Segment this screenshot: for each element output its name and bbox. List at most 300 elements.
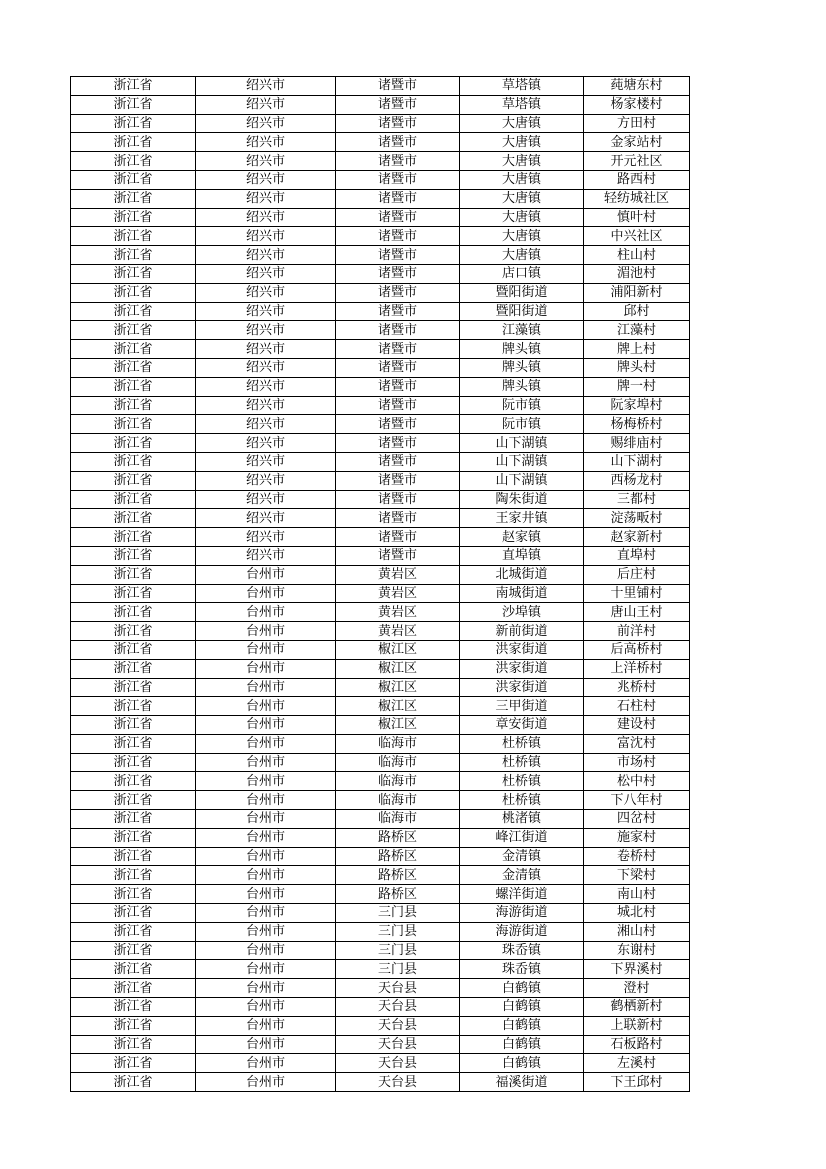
county-cell: 诸暨市 — [336, 340, 460, 359]
province-cell: 浙江省 — [71, 189, 196, 208]
city-cell: 绍兴市 — [196, 471, 336, 490]
province-cell: 浙江省 — [71, 866, 196, 885]
province-cell: 浙江省 — [71, 546, 196, 565]
city-cell: 台州市 — [196, 885, 336, 904]
province-cell: 浙江省 — [71, 847, 196, 866]
province-cell: 浙江省 — [71, 264, 196, 283]
town-cell: 大唐镇 — [460, 246, 584, 265]
city-cell: 绍兴市 — [196, 283, 336, 302]
table-row — [71, 302, 690, 321]
village-cell: 轻纺城社区 — [584, 189, 690, 208]
table-row — [71, 452, 690, 471]
province-cell: 浙江省 — [71, 828, 196, 847]
town-cell: 新前街道 — [460, 622, 584, 641]
province-cell: 浙江省 — [71, 678, 196, 697]
province-cell: 浙江省 — [71, 753, 196, 772]
city-cell: 台州市 — [196, 904, 336, 923]
province-cell: 浙江省 — [71, 321, 196, 340]
table-row — [71, 246, 690, 265]
county-cell: 天台县 — [336, 1073, 460, 1092]
town-cell: 南城街道 — [460, 584, 584, 603]
town-cell: 洪家街道 — [460, 659, 584, 678]
village-cell: 开元社区 — [584, 152, 690, 171]
town-cell: 白鹤镇 — [460, 998, 584, 1017]
province-cell: 浙江省 — [71, 95, 196, 114]
village-cell: 下八年村 — [584, 791, 690, 810]
county-cell: 天台县 — [336, 1054, 460, 1073]
town-cell: 海游街道 — [460, 904, 584, 923]
town-cell: 白鹤镇 — [460, 1054, 584, 1073]
city-cell: 台州市 — [196, 847, 336, 866]
town-cell: 金清镇 — [460, 866, 584, 885]
village-cell: 柱山村 — [584, 246, 690, 265]
city-cell: 台州市 — [196, 753, 336, 772]
table-row — [71, 264, 690, 283]
county-cell: 椒江区 — [336, 716, 460, 735]
county-cell: 黄岩区 — [336, 565, 460, 584]
village-cell: 邱村 — [584, 302, 690, 321]
province-cell: 浙江省 — [71, 1073, 196, 1092]
province-cell: 浙江省 — [71, 922, 196, 941]
county-cell: 诸暨市 — [336, 189, 460, 208]
province-cell: 浙江省 — [71, 77, 196, 96]
table-row — [71, 904, 690, 923]
city-cell: 台州市 — [196, 791, 336, 810]
province-cell: 浙江省 — [71, 208, 196, 227]
table-row — [71, 659, 690, 678]
town-cell: 北城街道 — [460, 565, 584, 584]
village-cell: 路西村 — [584, 170, 690, 189]
province-cell: 浙江省 — [71, 716, 196, 735]
town-cell: 大唐镇 — [460, 114, 584, 133]
county-cell: 路桥区 — [336, 828, 460, 847]
village-cell: 湄池村 — [584, 264, 690, 283]
village-cell: 东谢村 — [584, 941, 690, 960]
county-cell: 临海市 — [336, 772, 460, 791]
province-cell: 浙江省 — [71, 152, 196, 171]
town-cell: 牌头镇 — [460, 340, 584, 359]
village-cell: 南山村 — [584, 885, 690, 904]
table-row — [71, 1073, 690, 1092]
town-cell: 直埠镇 — [460, 546, 584, 565]
city-cell: 绍兴市 — [196, 302, 336, 321]
town-cell: 山下湖镇 — [460, 471, 584, 490]
town-cell: 峰江街道 — [460, 828, 584, 847]
county-cell: 诸暨市 — [336, 471, 460, 490]
city-cell: 绍兴市 — [196, 358, 336, 377]
address-table-body — [71, 77, 690, 1092]
city-cell: 绍兴市 — [196, 264, 336, 283]
village-cell: 三都村 — [584, 490, 690, 509]
town-cell: 江藻镇 — [460, 321, 584, 340]
city-cell: 绍兴市 — [196, 114, 336, 133]
village-cell: 赐绯庙村 — [584, 434, 690, 453]
table-row — [71, 509, 690, 528]
table-row — [71, 979, 690, 998]
city-cell: 绍兴市 — [196, 227, 336, 246]
town-cell: 山下湖镇 — [460, 452, 584, 471]
town-cell: 杜桥镇 — [460, 734, 584, 753]
province-cell: 浙江省 — [71, 734, 196, 753]
county-cell: 椒江区 — [336, 697, 460, 716]
county-cell: 诸暨市 — [336, 302, 460, 321]
city-cell: 台州市 — [196, 734, 336, 753]
province-cell: 浙江省 — [71, 810, 196, 829]
province-cell: 浙江省 — [71, 283, 196, 302]
province-cell: 浙江省 — [71, 1016, 196, 1035]
city-cell: 台州市 — [196, 922, 336, 941]
city-cell: 绍兴市 — [196, 434, 336, 453]
province-cell: 浙江省 — [71, 979, 196, 998]
table-row — [71, 1035, 690, 1054]
county-cell: 诸暨市 — [336, 283, 460, 302]
table-row — [71, 546, 690, 565]
county-cell: 临海市 — [336, 753, 460, 772]
table-row — [71, 95, 690, 114]
town-cell: 暨阳街道 — [460, 302, 584, 321]
province-cell: 浙江省 — [71, 772, 196, 791]
province-cell: 浙江省 — [71, 452, 196, 471]
table-row — [71, 189, 690, 208]
table-row — [71, 170, 690, 189]
province-cell: 浙江省 — [71, 246, 196, 265]
county-cell: 诸暨市 — [336, 358, 460, 377]
province-cell: 浙江省 — [71, 509, 196, 528]
city-cell: 绍兴市 — [196, 509, 336, 528]
county-cell: 诸暨市 — [336, 415, 460, 434]
village-cell: 牌头村 — [584, 358, 690, 377]
table-row — [71, 791, 690, 810]
city-cell: 台州市 — [196, 584, 336, 603]
county-cell: 诸暨市 — [336, 77, 460, 96]
province-cell: 浙江省 — [71, 885, 196, 904]
county-cell: 诸暨市 — [336, 152, 460, 171]
table-row — [71, 716, 690, 735]
table-row — [71, 490, 690, 509]
town-cell: 大唐镇 — [460, 189, 584, 208]
county-cell: 黄岩区 — [336, 603, 460, 622]
county-cell: 天台县 — [336, 1035, 460, 1054]
village-cell: 左溪村 — [584, 1054, 690, 1073]
city-cell: 台州市 — [196, 716, 336, 735]
town-cell: 洪家街道 — [460, 678, 584, 697]
county-cell: 诸暨市 — [336, 321, 460, 340]
village-cell: 鹤栖新村 — [584, 998, 690, 1017]
village-cell: 直埠村 — [584, 546, 690, 565]
province-cell: 浙江省 — [71, 603, 196, 622]
town-cell: 陶朱街道 — [460, 490, 584, 509]
city-cell: 绍兴市 — [196, 415, 336, 434]
town-cell: 杜桥镇 — [460, 772, 584, 791]
city-cell: 台州市 — [196, 697, 336, 716]
province-cell: 浙江省 — [71, 659, 196, 678]
town-cell: 珠岙镇 — [460, 960, 584, 979]
province-cell: 浙江省 — [71, 584, 196, 603]
county-cell: 三门县 — [336, 922, 460, 941]
table-row — [71, 922, 690, 941]
table-row — [71, 734, 690, 753]
town-cell: 金清镇 — [460, 847, 584, 866]
village-cell: 下梁村 — [584, 866, 690, 885]
county-cell: 临海市 — [336, 734, 460, 753]
province-cell: 浙江省 — [71, 302, 196, 321]
town-cell: 杜桥镇 — [460, 753, 584, 772]
village-cell: 牌上村 — [584, 340, 690, 359]
table-row — [71, 941, 690, 960]
village-cell: 后高桥村 — [584, 640, 690, 659]
village-cell: 西杨龙村 — [584, 471, 690, 490]
table-row — [71, 1016, 690, 1035]
city-cell: 绍兴市 — [196, 95, 336, 114]
county-cell: 诸暨市 — [336, 490, 460, 509]
village-cell: 石板路村 — [584, 1035, 690, 1054]
city-cell: 台州市 — [196, 565, 336, 584]
province-cell: 浙江省 — [71, 565, 196, 584]
province-cell: 浙江省 — [71, 377, 196, 396]
village-cell: 莼塘东村 — [584, 77, 690, 96]
table-row — [71, 866, 690, 885]
city-cell: 绍兴市 — [196, 377, 336, 396]
table-row — [71, 358, 690, 377]
city-cell: 台州市 — [196, 810, 336, 829]
village-cell: 山下湖村 — [584, 452, 690, 471]
county-cell: 路桥区 — [336, 885, 460, 904]
town-cell: 牌头镇 — [460, 358, 584, 377]
county-cell: 诸暨市 — [336, 208, 460, 227]
city-cell: 绍兴市 — [196, 452, 336, 471]
table-row — [71, 77, 690, 96]
town-cell: 三甲街道 — [460, 697, 584, 716]
town-cell: 洪家街道 — [460, 640, 584, 659]
city-cell: 台州市 — [196, 979, 336, 998]
province-cell: 浙江省 — [71, 640, 196, 659]
village-cell: 富沈村 — [584, 734, 690, 753]
table-row — [71, 434, 690, 453]
village-cell: 澄村 — [584, 979, 690, 998]
city-cell: 绍兴市 — [196, 396, 336, 415]
town-cell: 王家井镇 — [460, 509, 584, 528]
village-cell: 兆桥村 — [584, 678, 690, 697]
town-cell: 桃渚镇 — [460, 810, 584, 829]
table-row — [71, 697, 690, 716]
county-cell: 诸暨市 — [336, 95, 460, 114]
county-cell: 三门县 — [336, 904, 460, 923]
province-cell: 浙江省 — [71, 960, 196, 979]
city-cell: 绍兴市 — [196, 189, 336, 208]
province-cell: 浙江省 — [71, 1035, 196, 1054]
table-row — [71, 828, 690, 847]
town-cell: 山下湖镇 — [460, 434, 584, 453]
county-cell: 路桥区 — [336, 847, 460, 866]
address-table — [70, 76, 690, 1092]
table-row — [71, 208, 690, 227]
county-cell: 诸暨市 — [336, 170, 460, 189]
province-cell: 浙江省 — [71, 415, 196, 434]
table-row — [71, 603, 690, 622]
province-cell: 浙江省 — [71, 904, 196, 923]
province-cell: 浙江省 — [71, 358, 196, 377]
province-cell: 浙江省 — [71, 1054, 196, 1073]
province-cell: 浙江省 — [71, 340, 196, 359]
village-cell: 浦阳新村 — [584, 283, 690, 302]
town-cell: 海游街道 — [460, 922, 584, 941]
city-cell: 台州市 — [196, 960, 336, 979]
village-cell: 阮家埠村 — [584, 396, 690, 415]
town-cell: 白鹤镇 — [460, 979, 584, 998]
town-cell: 大唐镇 — [460, 133, 584, 152]
table-row — [71, 377, 690, 396]
village-cell: 下界溪村 — [584, 960, 690, 979]
county-cell: 诸暨市 — [336, 133, 460, 152]
town-cell: 章安街道 — [460, 716, 584, 735]
town-cell: 大唐镇 — [460, 227, 584, 246]
province-cell: 浙江省 — [71, 396, 196, 415]
county-cell: 诸暨市 — [336, 396, 460, 415]
county-cell: 诸暨市 — [336, 114, 460, 133]
province-cell: 浙江省 — [71, 998, 196, 1017]
city-cell: 台州市 — [196, 603, 336, 622]
city-cell: 台州市 — [196, 1016, 336, 1035]
city-cell: 台州市 — [196, 659, 336, 678]
city-cell: 绍兴市 — [196, 152, 336, 171]
county-cell: 诸暨市 — [336, 434, 460, 453]
table-row — [71, 471, 690, 490]
town-cell: 大唐镇 — [460, 208, 584, 227]
table-row — [71, 753, 690, 772]
town-cell: 草塔镇 — [460, 77, 584, 96]
county-cell: 诸暨市 — [336, 246, 460, 265]
county-cell: 临海市 — [336, 810, 460, 829]
city-cell: 绍兴市 — [196, 77, 336, 96]
village-cell: 施家村 — [584, 828, 690, 847]
table-row — [71, 1054, 690, 1073]
table-row — [71, 528, 690, 547]
city-cell: 台州市 — [196, 1054, 336, 1073]
city-cell: 绍兴市 — [196, 208, 336, 227]
county-cell: 椒江区 — [336, 659, 460, 678]
county-cell: 三门县 — [336, 941, 460, 960]
province-cell: 浙江省 — [71, 227, 196, 246]
village-cell: 松中村 — [584, 772, 690, 791]
village-cell: 唐山王村 — [584, 603, 690, 622]
town-cell: 阮市镇 — [460, 415, 584, 434]
province-cell: 浙江省 — [71, 941, 196, 960]
village-cell: 下王邱村 — [584, 1073, 690, 1092]
county-cell: 临海市 — [336, 791, 460, 810]
table-row — [71, 998, 690, 1017]
town-cell: 暨阳街道 — [460, 283, 584, 302]
county-cell: 天台县 — [336, 998, 460, 1017]
table-row — [71, 622, 690, 641]
village-cell: 十里铺村 — [584, 584, 690, 603]
village-cell: 淀荡畈村 — [584, 509, 690, 528]
city-cell: 台州市 — [196, 622, 336, 641]
town-cell: 沙埠镇 — [460, 603, 584, 622]
province-cell: 浙江省 — [71, 622, 196, 641]
village-cell: 中兴社区 — [584, 227, 690, 246]
city-cell: 绍兴市 — [196, 528, 336, 547]
table-row — [71, 321, 690, 340]
province-cell: 浙江省 — [71, 434, 196, 453]
city-cell: 绍兴市 — [196, 321, 336, 340]
village-cell: 上洋桥村 — [584, 659, 690, 678]
town-cell: 大唐镇 — [460, 170, 584, 189]
village-cell: 卷桥村 — [584, 847, 690, 866]
village-cell: 建设村 — [584, 716, 690, 735]
county-cell: 诸暨市 — [336, 227, 460, 246]
province-cell: 浙江省 — [71, 697, 196, 716]
town-cell: 阮市镇 — [460, 396, 584, 415]
village-cell: 方田村 — [584, 114, 690, 133]
county-cell: 天台县 — [336, 979, 460, 998]
province-cell: 浙江省 — [71, 170, 196, 189]
table-row — [71, 565, 690, 584]
village-cell: 石柱村 — [584, 697, 690, 716]
city-cell: 台州市 — [196, 1073, 336, 1092]
county-cell: 诸暨市 — [336, 264, 460, 283]
town-cell: 牌头镇 — [460, 377, 584, 396]
county-cell: 路桥区 — [336, 866, 460, 885]
town-cell: 大唐镇 — [460, 152, 584, 171]
city-cell: 台州市 — [196, 1035, 336, 1054]
city-cell: 台州市 — [196, 640, 336, 659]
town-cell: 珠岙镇 — [460, 941, 584, 960]
city-cell: 台州市 — [196, 866, 336, 885]
village-cell: 湘山村 — [584, 922, 690, 941]
table-row — [71, 415, 690, 434]
table-row — [71, 133, 690, 152]
table-row — [71, 640, 690, 659]
village-cell: 牌一村 — [584, 377, 690, 396]
town-cell: 白鹤镇 — [460, 1016, 584, 1035]
table-row — [71, 584, 690, 603]
town-cell: 赵家镇 — [460, 528, 584, 547]
city-cell: 绍兴市 — [196, 246, 336, 265]
village-cell: 金家站村 — [584, 133, 690, 152]
city-cell: 绍兴市 — [196, 490, 336, 509]
table-row — [71, 396, 690, 415]
town-cell: 白鹤镇 — [460, 1035, 584, 1054]
table-row — [71, 152, 690, 171]
table-row — [71, 810, 690, 829]
county-cell: 诸暨市 — [336, 377, 460, 396]
town-cell: 草塔镇 — [460, 95, 584, 114]
town-cell: 福溪街道 — [460, 1073, 584, 1092]
city-cell: 台州市 — [196, 941, 336, 960]
village-cell: 江藻村 — [584, 321, 690, 340]
town-cell: 杜桥镇 — [460, 791, 584, 810]
county-cell: 黄岩区 — [336, 622, 460, 641]
province-cell: 浙江省 — [71, 471, 196, 490]
county-cell: 椒江区 — [336, 640, 460, 659]
city-cell: 绍兴市 — [196, 546, 336, 565]
village-cell: 前洋村 — [584, 622, 690, 641]
county-cell: 椒江区 — [336, 678, 460, 697]
table-row — [71, 283, 690, 302]
town-cell: 螺洋街道 — [460, 885, 584, 904]
province-cell: 浙江省 — [71, 791, 196, 810]
table-row — [71, 885, 690, 904]
town-cell: 店口镇 — [460, 264, 584, 283]
village-cell: 赵家新村 — [584, 528, 690, 547]
village-cell: 杨家楼村 — [584, 95, 690, 114]
city-cell: 台州市 — [196, 998, 336, 1017]
province-cell: 浙江省 — [71, 490, 196, 509]
city-cell: 台州市 — [196, 828, 336, 847]
province-cell: 浙江省 — [71, 528, 196, 547]
province-cell: 浙江省 — [71, 133, 196, 152]
table-row — [71, 960, 690, 979]
